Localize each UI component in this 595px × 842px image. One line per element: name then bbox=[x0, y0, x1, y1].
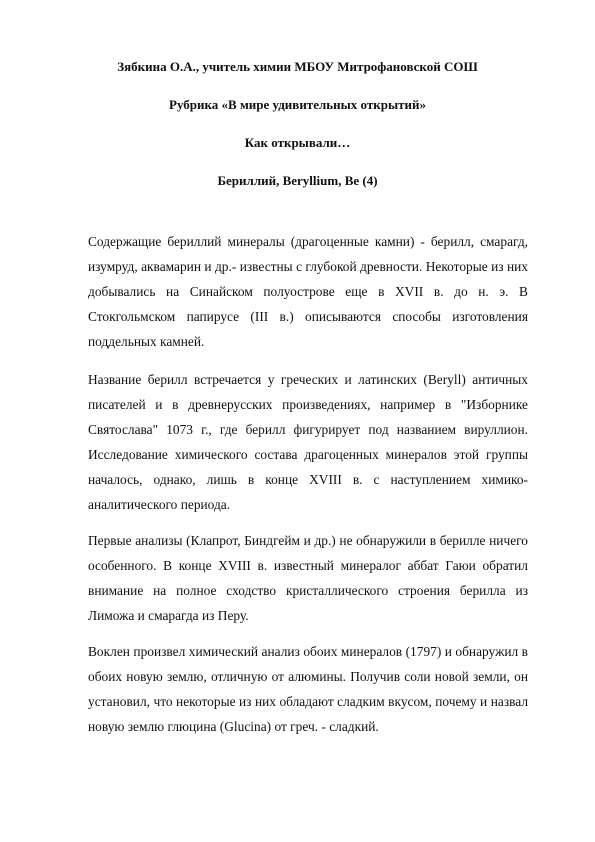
paragraph-3: Первые анализы (Клапрот, Биндгейм и др.) не обнаружили в берилле ничего особенного. В конце XVIII в. известный минералог аббат Гаюи обратил внимание на полное сходство кристаллического строения берилла из Лиможа и смарагда из Перу. bbox=[88, 533, 528, 623]
paragraph-1: Содержащие бериллий минералы (драгоценные камни) - берилл, смарагд, изумруд, аквамарин и др.- известны с глубокой древности. Некоторые из них добывались на Синайском полуострове еще в XVII в. до н. э. В Стокгольмском папирусе (III в.) описываются способы изготовления поддельных камней. bbox=[88, 234, 528, 349]
rubric-line: Рубрика «В мире удивительных открытий» bbox=[169, 97, 426, 112]
page-title: Как открывали… bbox=[244, 135, 351, 150]
author-line: Зябкина О.А., учитель химии МБОУ Митрофановской СОШ bbox=[117, 59, 478, 74]
element-subtitle: Бериллий, Beryllium, Be (4) bbox=[217, 173, 378, 188]
paragraph-4: Воклен произвел химический анализ обоих минералов (1797) и обнаружил в обоих новую землю, отличную от алюмины. Получив соли новой земли, он установил, что некоторые из них обладают сладким вкусом, почему и назвал новую землю глюцина (Glucina) от греч. - сладкий. bbox=[88, 644, 528, 734]
paragraph-2: Название берилл встречается у греческих и латинских (Beryll) античных писателей и в древнерусских произведениях, например в "Изборнике Святослава" 1073 г., где берилл фигурирует под названием вируллион. Исследование химического состава драгоценных минералов этой группы началось, однако, лишь в конце XVIII в. с наступлением химико-аналитического периода. bbox=[88, 372, 528, 512]
